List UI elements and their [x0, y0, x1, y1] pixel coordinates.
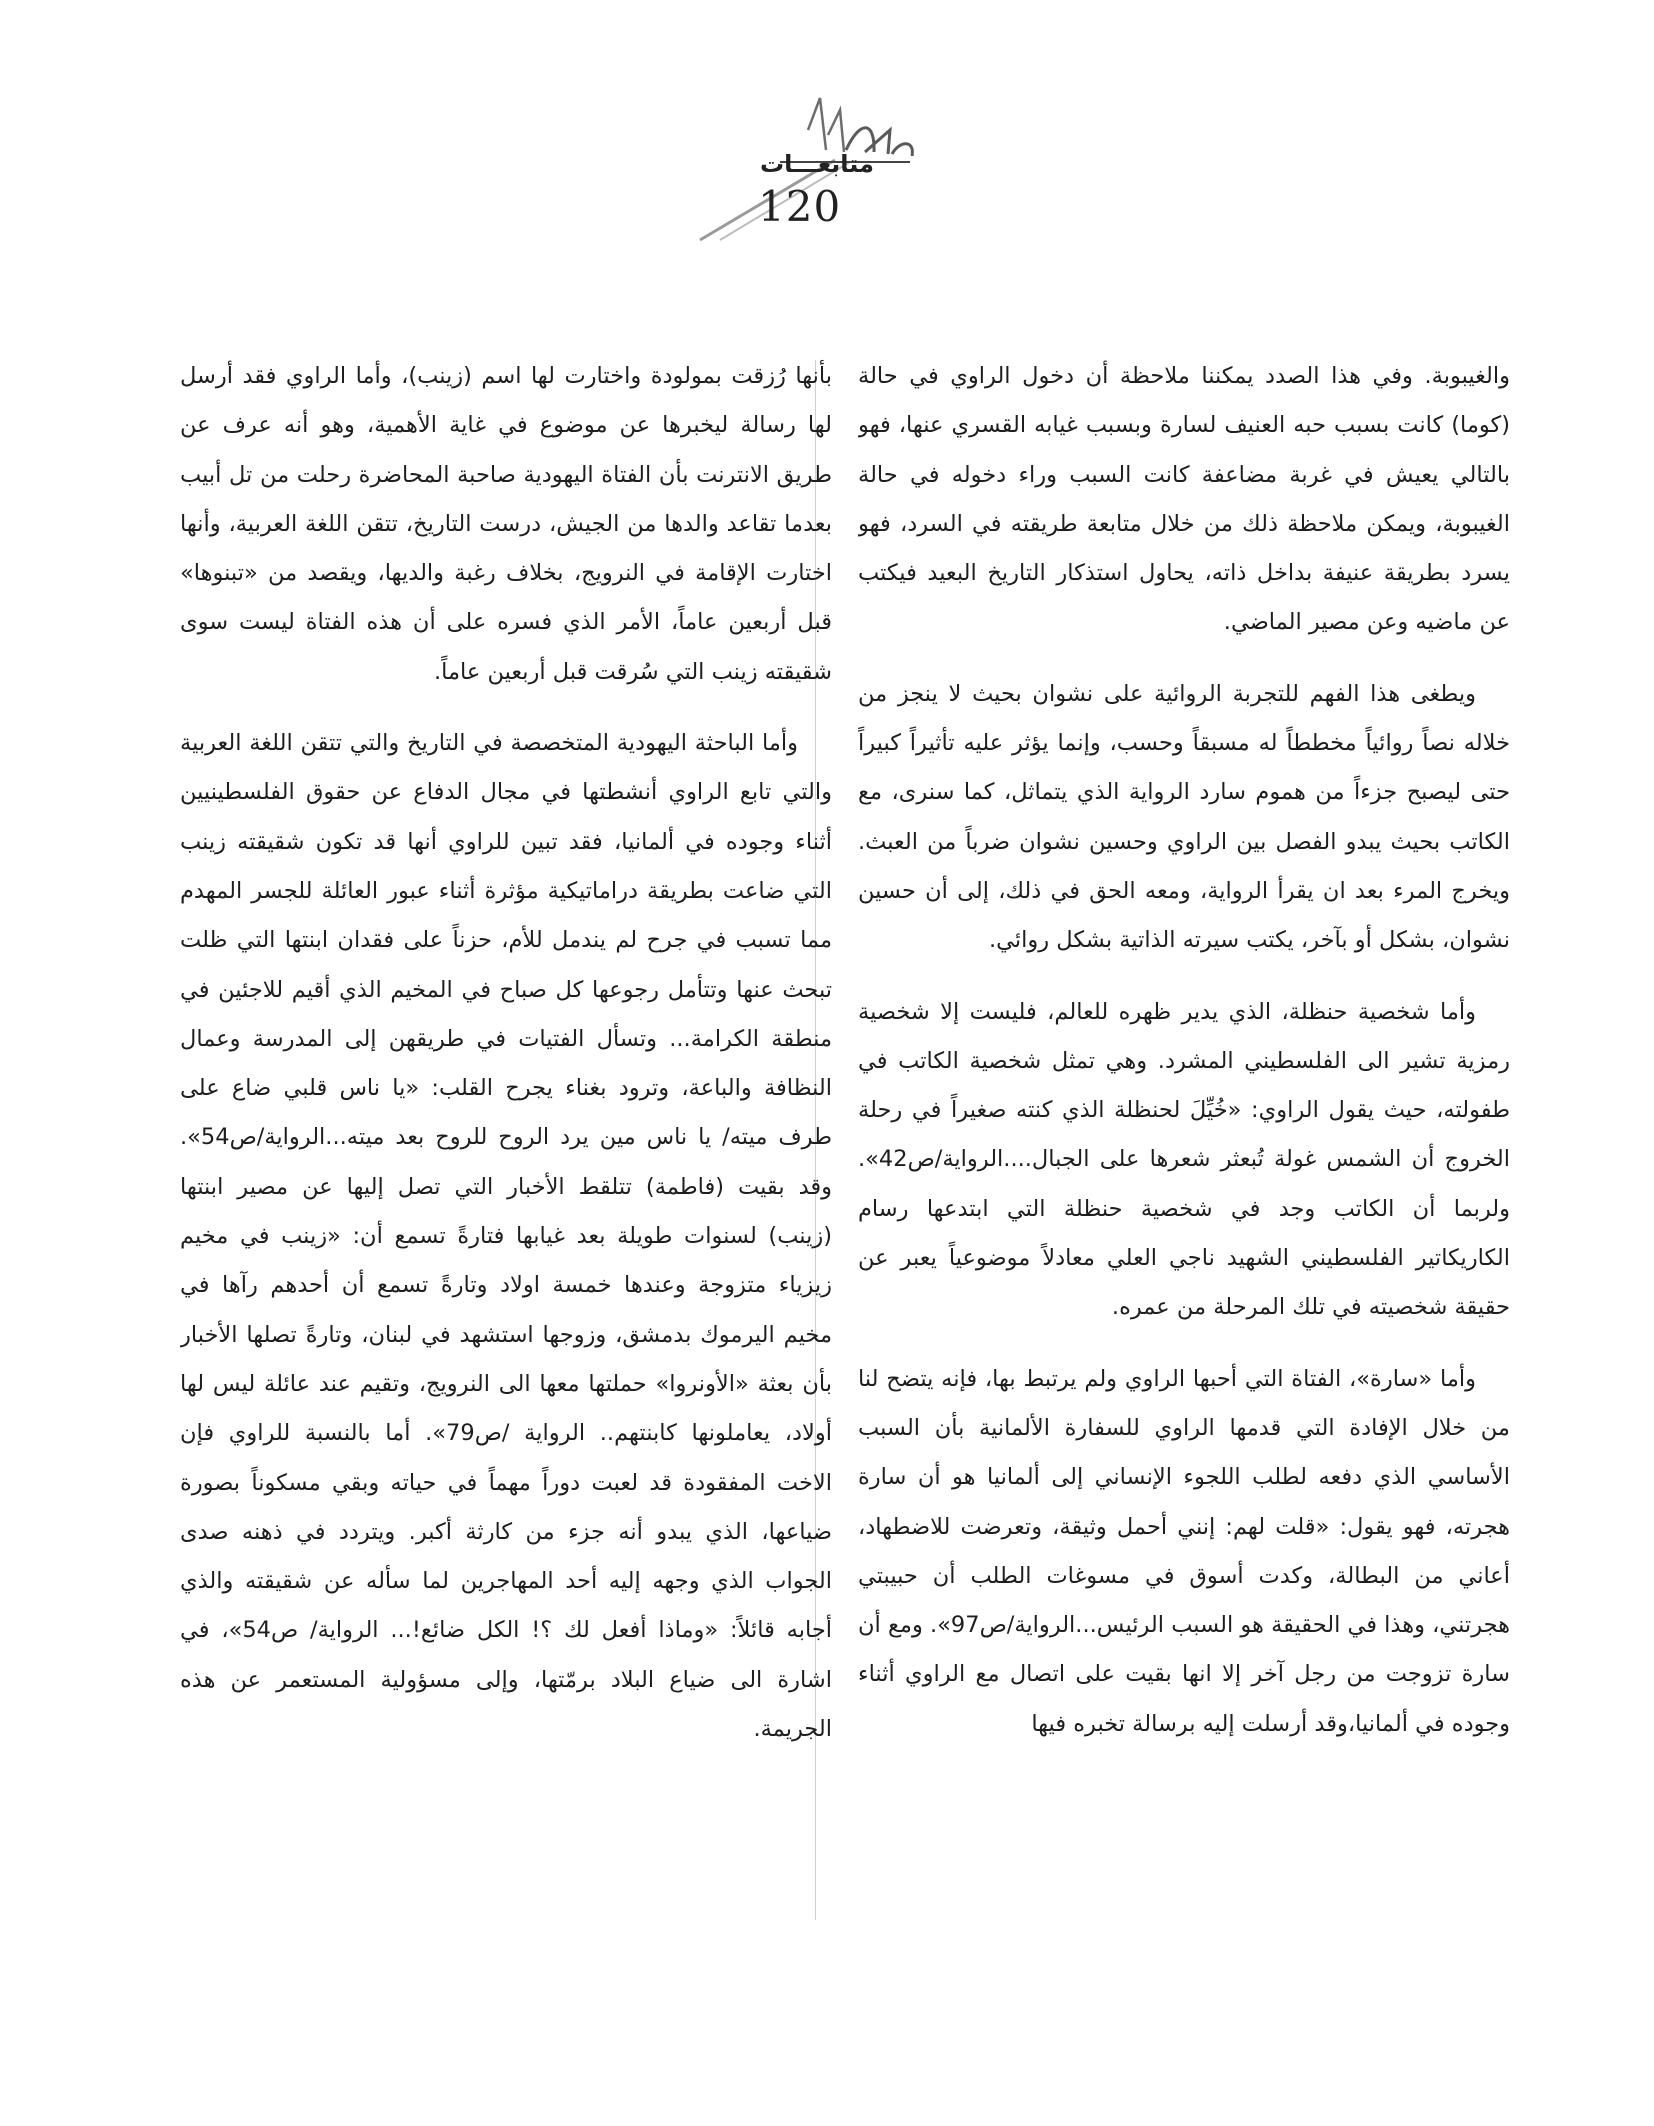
paragraph: وأما «سارة»، الفتاة التي أحبها الراوي ولم يرتبط بها، فإنه يتضح لنا من خلال الإفادة التي قدمها الراوي للسفارة الألمانية بأن السبب الأساسي الذي دفعه لطلب اللجوء الإنساني إلى ألمانيا هو أن سارة هجرته، فهو يقول: «قلت لهم: إنني أحمل وثيقة، وتعرضت للاضطهاد، أعاني من البطالة، وكدت أسوق في مسوغات الطلب أن حبيبتي هجرتني، وهذا في الحقيقة هو السبب الرئيس...الرواية/ص97». ومع أن سارة تزوجت من رجل آخر إلا انها بقيت على اتصال مع الراوي أثناء وجوده في ألمانيا،وقد أرسلت إليه برسالة تخبره فيها — [858, 1365, 1510, 1737]
text-column-right — [858, 352, 1510, 1932]
paragraph: ويطغى هذا الفهم للتجربة الروائية على نشوان بحيث لا ينجز من خلاله نصاً روائياً مخططاً له مسبقاً وحسب، وإنما يؤثر عليه تأثيراً كبيراً حتى ليصبح جزءاً من هموم سارد الرواية الذي يتماثل، كما سنرى، مع الكاتب بحيث يبدو الفصل بين الراوي وحسين نشوان ضرباً من العبث. ويخرج المرء بعد ان يقرأ الرواية، ومعه الحق في ذلك، إلى أن حسين نشوان، بشكل أو بآخر، يكتب سيرته الذاتية بشكل روائي. — [858, 680, 1510, 954]
text-column-left — [180, 352, 832, 1932]
paragraph: بأنها رُزقت بمولودة واختارت لها اسم (زينب)، وأما الراوي فقد أرسل لها رسالة ليخبرها عن موضوع في غاية الأهمية، وهو أنه عرف عن طريق الانترنت بأن الفتاة اليهودية صاحبة المحاضرة رحلت من تل أبيب بعدما تقاعد والدها من الجيش، درست التاريخ، تتقن اللغة العربية، وأنها اختارت الإقامة في النرويج، بخلاف رغبة والديها، ويقصد من «تبنوها» قبل أربعين عاماً، الأمر الذي فسره على أن هذه الفتاة ليست سوى شقيقته زينب التي سُرقت قبل أربعين عاماً. — [180, 363, 832, 685]
paragraph: وأما شخصية حنظلة، الذي يدير ظهره للعالم، فليست إلا شخصية رمزية تشير الى الفلسطيني المشرد. وهي تمثل شخصية الكاتب في طفولته، حيث يقول الراوي: «خُيِّلَ لحنظلة الذي كنته صغيراً في رحلة الخروج أن الشمس غولة تُبعثر شعرها على الجبال....الرواية/ص42». ولربما أن الكاتب وجد في شخصية حنظلة التي ابتدعها رسام الكاريكاتير الفلسطيني الشهيد ناجي العلي معادلاً موضوعياً يعبر عن حقيقة شخصيته في تلك المرحلة من عمره. — [858, 998, 1510, 1321]
paragraph: والغيبوبة. وفي هذا الصدد يمكننا ملاحظة أن دخول الراوي في حالة (كوما) كانت بسبب حبه العنيف لسارة وبسبب غيابه القسري عنها، فهو بالتالي يعيش في غربة مضاعفة كانت السبب وراء دخوله في حالة الغيبوبة، ويمكن ملاحظة ذلك من خلال متابعة طريقته في السرد، فهو يسرد بطريقة عنيفة بداخل ذاته، يحاول استذكار التاريخ البعيد فيكتب عن ماضيه وعن مصير الماضي. — [858, 363, 1510, 636]
section-label: متابعـــات — [760, 150, 874, 178]
page-number: 120 — [758, 182, 842, 231]
paragraph: وأما الباحثة اليهودية المتخصصة في التاريخ والتي تتقن اللغة العربية والتي تابع الراوي أنشطتها في مجال الدفاع عن حقوق الفلسطينيين أثناء وجوده في ألمانيا، فقد تبين للراوي أنها قد تكون شقيقته زينب التي ضاعت بطريقة دراماتيكية مؤثرة أثناء عبور العائلة للجسر المهدم مما تسبب في جرح لم يندمل للأم، حزناً على فقدان ابنتها التي ظلت تبحث عنها وتتأمل رجوعها كل صباح في المخيم الذي أقيم للاجئين في منطقة الكرامة... وتسأل الفتيات في طريقهن إلى المدرسة وعمال النظافة والباعة، وترود بغناء يجرح القلب: «يا ناس قلبي ضاع على طرف ميته/ يا ناس مين يرد الروح للروح بعد ميته...الرواية/ص54». وقد بقيت (فاطمة) تتلقط الأخبار التي تصل إليها عن مصير ابنتها (زينب) لسنوات طويلة بعد غيابها فتارةً تسمع أن: «زينب في مخيم زيزياء متزوجة وعندها خمسة اولاد وتارةً تسمع أن أحدهم رآها في مخيم اليرموك بدمشق، وزوجها استشهد في لبنان، وتارةً تصلها الأخبار بأن بعثة «الأونروا» حملتها معها الى النرويج، وتقيم عند عائلة ليس لها أولاد، يعاملونها كابنتهم.. الرواية /ص79». أما بالنسبة للراوي فإن الاخت المفقودة قد لعبت دوراً مهماً في حياته وبقي مسكوناً بصورة ضياعها، الذي يبدو أنه جزء من كارثة أكبر. ويتردد في ذهنه صدى الجواب الذي وجهه إليه أحد المهاجرين لما سأله عن شقيقته والذي أجابه قائلاً: «وماذا أفعل لك ؟! الكل ضائع!... الرواية/ ص54»، في اشارة الى ضياع البلاد برمّتها، وإلى مسؤولية المستعمر عن هذه الجريمة. — [180, 730, 832, 1743]
